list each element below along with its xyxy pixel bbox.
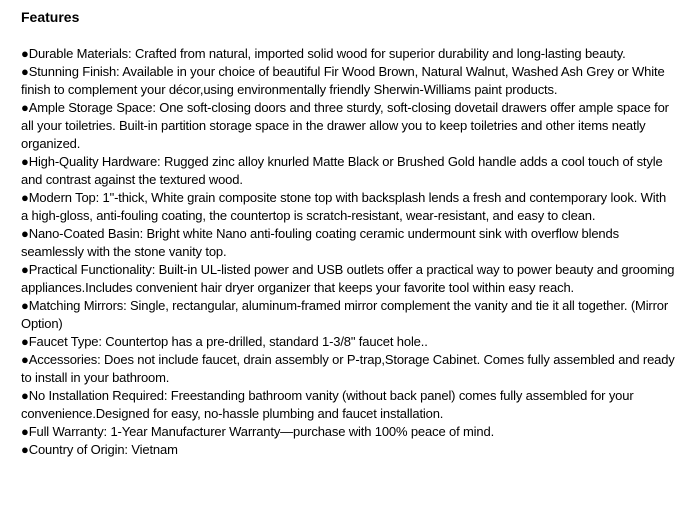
features-list — [21, 45, 675, 459]
feature-item-origin: ●Country of Origin: Vietnam — [21, 442, 178, 457]
feature-item-faucet-type: ●Faucet Type: Countertop has a pre-drilled, standard 1-3/8" faucet hole.. — [21, 334, 428, 349]
feature-item-installation: ●No Installation Required: Freestanding bathroom vanity (without back panel) comes fully assembled for your convenience.Designed for easy, no-hassle plumbing and faucet installation. — [21, 388, 634, 421]
feature-item-stunning-finish: ●Stunning Finish: Available in your choice of beautiful Fir Wood Brown, Natural Walnut, Washed Ash Grey or White finish to complement your décor,using environmentally friendly Sherwin-Williams paint products. — [21, 64, 665, 97]
feature-item-hardware: ●High-Quality Hardware: Rugged zinc alloy knurled Matte Black or Brushed Gold handle adds a cool touch of style and contrast against the textured wood. — [21, 154, 663, 187]
feature-item-durable-materials: ●Durable Materials: Crafted from natural, imported solid wood for superior durability and long-lasting beauty. — [21, 46, 626, 61]
feature-item-warranty: ●Full Warranty: 1-Year Manufacturer Warranty—purchase with 100% peace of mind. — [21, 424, 495, 439]
features-heading: Features — [21, 9, 80, 25]
feature-item-modern-top: ●Modern Top: 1"-thick, White grain composite stone top with backsplash lends a fresh and contemporary look. With a high-gloss, anti-fouling coating, the countertop is scratch-resistant, wear-resistant, and easy to clean. — [21, 190, 667, 223]
feature-item-basin: ●Nano-Coated Basin: Bright white Nano anti-fouling coating ceramic undermount sink with overflow blends seamlessly with the stone vanity top. — [21, 226, 619, 259]
feature-item-accessories: ●Accessories: Does not include faucet, drain assembly or P-trap,Storage Cabinet. Comes fully assembled and ready to install in your bathroom. — [21, 352, 675, 385]
feature-item-mirrors: ●Matching Mirrors: Single, rectangular, aluminum-framed mirror complement the vanity and tie it all together. (Mirror Option) — [21, 298, 669, 331]
feature-item-functionality: ●Practical Functionality: Built-in UL-listed power and USB outlets offer a practical way to power beauty and grooming appliances.Includes convenient hair dryer organizer that keeps your favorite tool within easy reach. — [21, 262, 675, 295]
feature-item-ample-storage: ●Ample Storage Space: One soft-closing doors and three sturdy, soft-closing dovetail drawers offer ample space for all your toiletries. Built-in partition storage space in the drawer allow you to keep toiletries and other items neatly organized. — [21, 100, 669, 151]
